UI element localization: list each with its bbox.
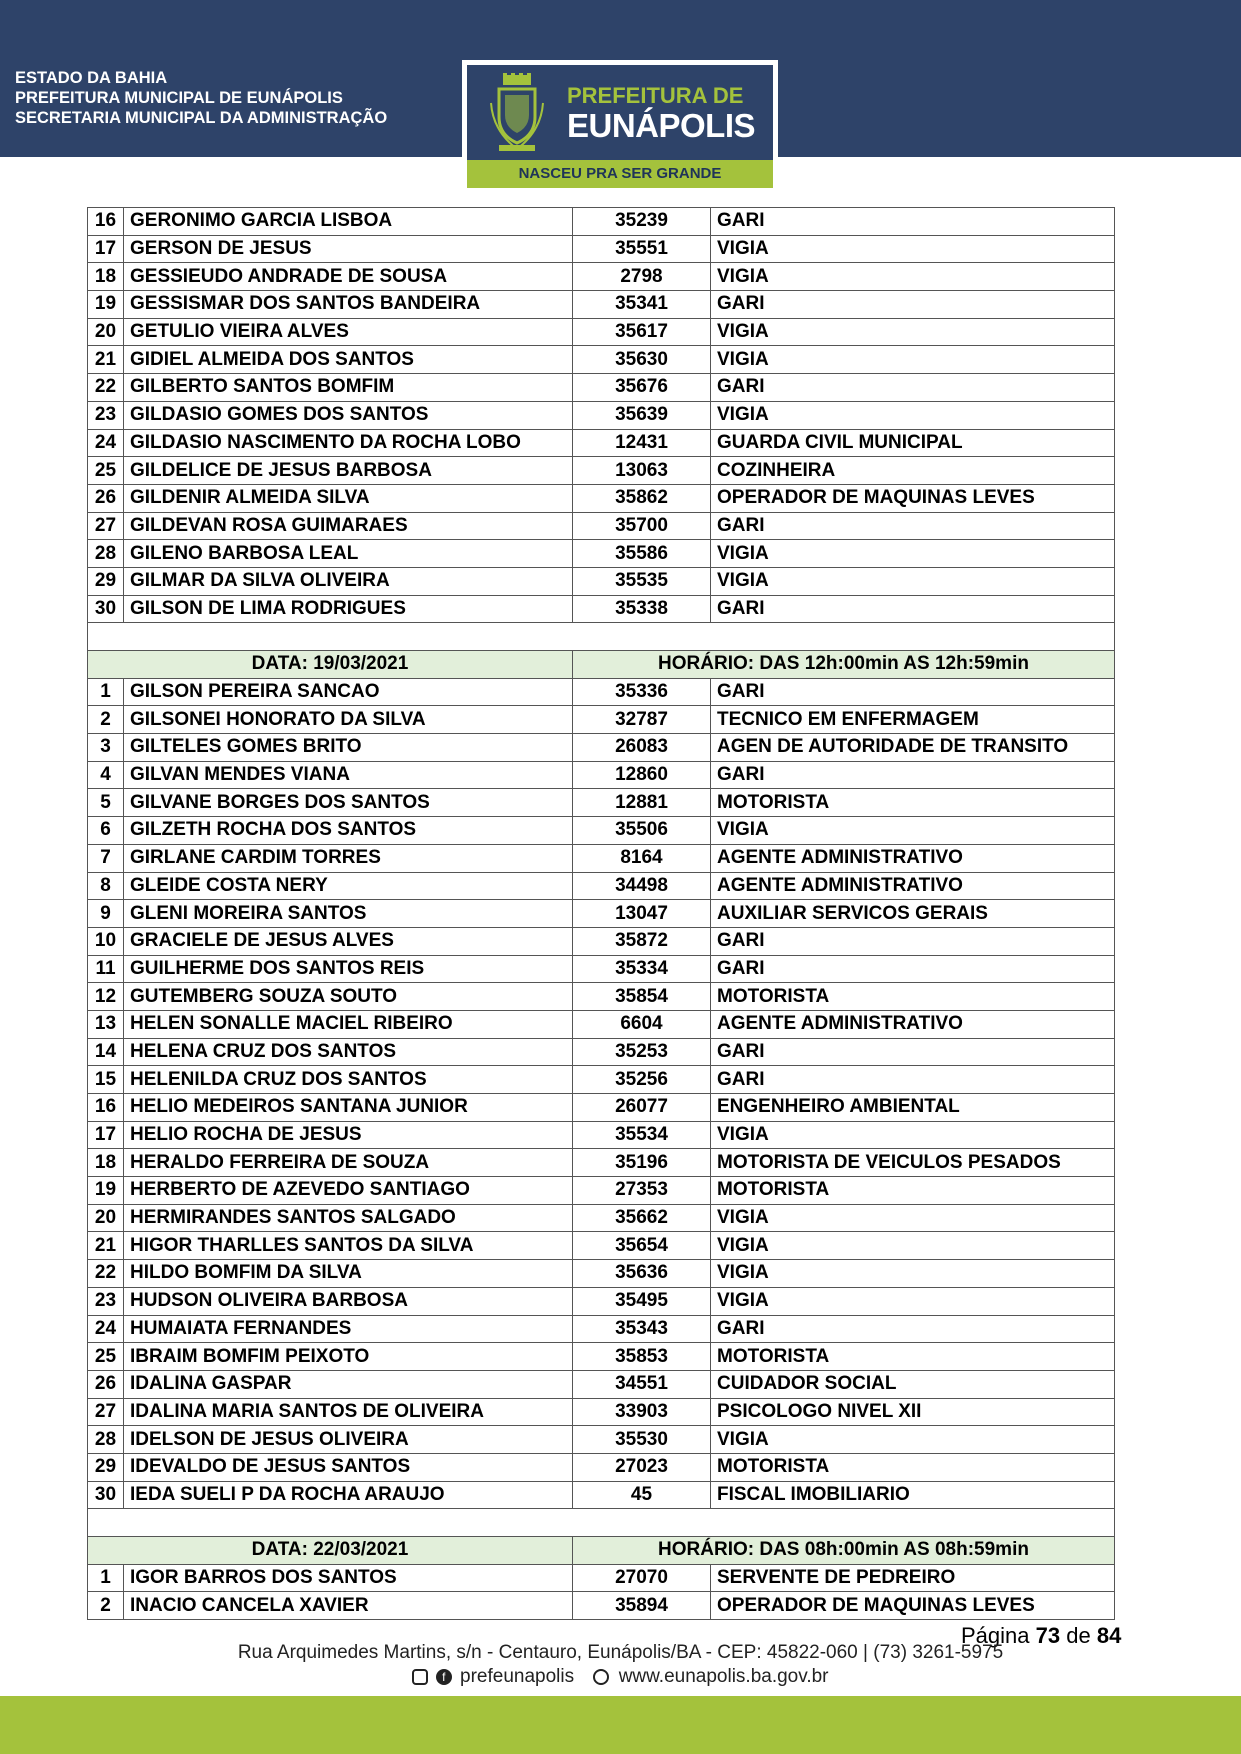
employee-role: MOTORISTA xyxy=(711,789,1115,817)
table-row xyxy=(88,1564,1115,1592)
table-row xyxy=(88,484,1115,512)
table-row xyxy=(88,1177,1115,1205)
table-row xyxy=(88,346,1115,374)
employee-name: HELENILDA CRUZ DOS SANTOS xyxy=(124,1066,573,1094)
employee-role: GARI xyxy=(711,595,1115,623)
row-number: 29 xyxy=(88,567,124,595)
employee-id: 27353 xyxy=(573,1177,711,1205)
row-number: 15 xyxy=(88,1066,124,1094)
employee-id: 35534 xyxy=(573,1121,711,1149)
table-row xyxy=(88,429,1115,457)
employee-id: 35586 xyxy=(573,540,711,568)
employee-role: PSICOLOGO NIVEL XII xyxy=(711,1398,1115,1426)
employee-id: 35338 xyxy=(573,595,711,623)
row-number: 17 xyxy=(88,1121,124,1149)
employee-id: 35256 xyxy=(573,1066,711,1094)
employee-role: VIGIA xyxy=(711,1121,1115,1149)
employee-name: GUILHERME DOS SANTOS REIS xyxy=(124,955,573,983)
employee-name: GERSON DE JESUS xyxy=(124,235,573,263)
employee-role: VIGIA xyxy=(711,263,1115,291)
group-spacer-row xyxy=(88,1509,1115,1537)
row-number: 14 xyxy=(88,1038,124,1066)
table-row xyxy=(88,318,1115,346)
employee-id: 35506 xyxy=(573,817,711,845)
row-number: 4 xyxy=(88,761,124,789)
employee-id: 35853 xyxy=(573,1343,711,1371)
employee-name: GUTEMBERG SOUZA SOUTO xyxy=(124,983,573,1011)
employee-id: 34498 xyxy=(573,872,711,900)
employee-name: GILBERTO SANTOS BOMFIM xyxy=(124,374,573,402)
employee-id: 13047 xyxy=(573,900,711,928)
employee-role: GARI xyxy=(711,1038,1115,1066)
date-header-cell: DATA: 19/03/2021 xyxy=(88,651,573,679)
employee-name: GILDELICE DE JESUS BARBOSA xyxy=(124,457,573,485)
table-row xyxy=(88,872,1115,900)
spacer-cell xyxy=(88,623,1115,651)
table-row xyxy=(88,1343,1115,1371)
row-number: 24 xyxy=(88,429,124,457)
employee-id: 35700 xyxy=(573,512,711,540)
row-number: 2 xyxy=(88,1592,124,1620)
employee-id: 12431 xyxy=(573,429,711,457)
table-row xyxy=(88,1121,1115,1149)
table-row xyxy=(88,457,1115,485)
table-row xyxy=(88,263,1115,291)
employee-role: ENGENHEIRO AMBIENTAL xyxy=(711,1094,1115,1122)
org-line-secretariat: SECRETARIA MUNICIPAL DA ADMINISTRAÇÃO xyxy=(15,109,388,127)
employee-role: GUARDA CIVIL MUNICIPAL xyxy=(711,429,1115,457)
table-row xyxy=(88,595,1115,623)
row-number: 28 xyxy=(88,540,124,568)
employee-name: IDALINA GASPAR xyxy=(124,1370,573,1398)
employee-role: GARI xyxy=(711,678,1115,706)
schedule-table xyxy=(87,207,1115,1620)
table-row xyxy=(88,540,1115,568)
employee-role: FISCAL IMOBILIARIO xyxy=(711,1481,1115,1509)
row-number: 2 xyxy=(88,706,124,734)
row-number: 22 xyxy=(88,374,124,402)
employee-name: GILVANE BORGES DOS SANTOS xyxy=(124,789,573,817)
employee-name: GESSISMAR DOS SANTOS BANDEIRA xyxy=(124,291,573,319)
employee-id: 12881 xyxy=(573,789,711,817)
table-row xyxy=(88,789,1115,817)
employee-name: GRACIELE DE JESUS ALVES xyxy=(124,927,573,955)
employee-name: GILMAR DA SILVA OLIVEIRA xyxy=(124,567,573,595)
employee-id: 35854 xyxy=(573,983,711,1011)
social-handle[interactable]: prefeunapolis xyxy=(460,1666,575,1687)
employee-name: GILTELES GOMES BRITO xyxy=(124,734,573,762)
employee-name: GILVAN MENDES VIANA xyxy=(124,761,573,789)
table-row xyxy=(88,291,1115,319)
employee-id: 27023 xyxy=(573,1453,711,1481)
table-row xyxy=(88,1260,1115,1288)
employee-id: 35630 xyxy=(573,346,711,374)
employee-id: 35336 xyxy=(573,678,711,706)
table-row xyxy=(88,955,1115,983)
row-number: 23 xyxy=(88,1287,124,1315)
table-row xyxy=(88,1315,1115,1343)
row-number: 18 xyxy=(88,263,124,291)
row-number: 3 xyxy=(88,734,124,762)
row-number: 16 xyxy=(88,208,124,236)
employee-id: 35617 xyxy=(573,318,711,346)
row-number: 8 xyxy=(88,872,124,900)
employee-id: 13063 xyxy=(573,457,711,485)
employee-id: 35334 xyxy=(573,955,711,983)
employee-name: GILSON DE LIMA RODRIGUES xyxy=(124,595,573,623)
employee-id: 45 xyxy=(573,1481,711,1509)
employee-role: VIGIA xyxy=(711,817,1115,845)
group-spacer-row xyxy=(88,623,1115,651)
employee-role: VIGIA xyxy=(711,1232,1115,1260)
employee-role: GARI xyxy=(711,761,1115,789)
employee-name: IEDA SUELI P DA ROCHA ARAUJO xyxy=(124,1481,573,1509)
employee-name: GILDASIO GOMES DOS SANTOS xyxy=(124,401,573,429)
employee-role: OPERADOR DE MAQUINAS LEVES xyxy=(711,1592,1115,1620)
logo-text-eunapolis: EUNÁPOLIS xyxy=(567,107,756,144)
employee-id: 2798 xyxy=(573,263,711,291)
table-row xyxy=(88,567,1115,595)
employee-name: HERBERTO DE AZEVEDO SANTIAGO xyxy=(124,1177,573,1205)
employee-role: VIGIA xyxy=(711,1260,1115,1288)
employee-role: MOTORISTA xyxy=(711,1453,1115,1481)
date-header-row xyxy=(88,1537,1115,1565)
employee-role: MOTORISTA xyxy=(711,1343,1115,1371)
employee-id: 35662 xyxy=(573,1204,711,1232)
employee-role: GARI xyxy=(711,1315,1115,1343)
employee-name: HELIO ROCHA DE JESUS xyxy=(124,1121,573,1149)
table-row xyxy=(88,844,1115,872)
row-number: 7 xyxy=(88,844,124,872)
row-number: 27 xyxy=(88,512,124,540)
table-row xyxy=(88,1370,1115,1398)
row-number: 23 xyxy=(88,401,124,429)
employee-role: VIGIA xyxy=(711,401,1115,429)
date-header-cell: DATA: 22/03/2021 xyxy=(88,1537,573,1565)
employee-id: 35639 xyxy=(573,401,711,429)
table-row xyxy=(88,706,1115,734)
employee-id: 35343 xyxy=(573,1315,711,1343)
table-row xyxy=(88,1204,1115,1232)
table-row xyxy=(88,512,1115,540)
org-line-prefecture: PREFEITURA MUNICIPAL DE EUNÁPOLIS xyxy=(15,89,343,107)
row-number: 6 xyxy=(88,817,124,845)
employee-name: GLENI MOREIRA SANTOS xyxy=(124,900,573,928)
employee-id: 35894 xyxy=(573,1592,711,1620)
employee-name: GILDASIO NASCIMENTO DA ROCHA LOBO xyxy=(124,429,573,457)
row-number: 19 xyxy=(88,1177,124,1205)
table-row xyxy=(88,1592,1115,1620)
employee-id: 35196 xyxy=(573,1149,711,1177)
row-number: 30 xyxy=(88,595,124,623)
employee-id: 27070 xyxy=(573,1564,711,1592)
employee-name: INACIO CANCELA XAVIER xyxy=(124,1592,573,1620)
row-number: 9 xyxy=(88,900,124,928)
spacer-cell xyxy=(88,1509,1115,1537)
employee-name: GILSONEI HONORATO DA SILVA xyxy=(124,706,573,734)
employee-role: VIGIA xyxy=(711,235,1115,263)
table-row xyxy=(88,1232,1115,1260)
table-row xyxy=(88,1287,1115,1315)
employee-role: OPERADOR DE MAQUINAS LEVES xyxy=(711,484,1115,512)
employee-role: MOTORISTA DE VEICULOS PESADOS xyxy=(711,1149,1115,1177)
coat-of-arms-icon xyxy=(489,73,545,153)
table-row xyxy=(88,900,1115,928)
employee-role: GARI xyxy=(711,208,1115,236)
row-number: 5 xyxy=(88,789,124,817)
table-row xyxy=(88,401,1115,429)
employee-role: AGEN DE AUTORIDADE DE TRANSITO xyxy=(711,734,1115,762)
row-number: 26 xyxy=(88,1370,124,1398)
employee-name: IDEVALDO DE JESUS SANTOS xyxy=(124,1453,573,1481)
instagram-icon xyxy=(412,1669,428,1685)
footer-social xyxy=(0,1666,1241,1688)
footer-address: Rua Arquimedes Martins, s/n - Centauro, Eunápolis/BA - CEP: 45822-060 | (73) 3261-5975 xyxy=(237,1642,1004,1663)
employee-role: GARI xyxy=(711,291,1115,319)
table-row xyxy=(88,1149,1115,1177)
row-number: 21 xyxy=(88,1232,124,1260)
table-row xyxy=(88,734,1115,762)
time-header-cell: HORÁRIO: DAS 08h:00min AS 08h:59min xyxy=(573,1537,1115,1565)
employee-name: HUDSON OLIVEIRA BARBOSA xyxy=(124,1287,573,1315)
org-line-state: ESTADO DA BAHIA xyxy=(15,69,168,87)
table-row xyxy=(88,983,1115,1011)
employee-role: GARI xyxy=(711,374,1115,402)
employee-name: HUMAIATA FERNANDES xyxy=(124,1315,573,1343)
globe-icon xyxy=(593,1669,609,1685)
employee-name: IGOR BARROS DOS SANTOS xyxy=(124,1564,573,1592)
row-number: 22 xyxy=(88,1260,124,1288)
employee-name: GETULIO VIEIRA ALVES xyxy=(124,318,573,346)
table-row xyxy=(88,678,1115,706)
employee-role: COZINHEIRA xyxy=(711,457,1115,485)
row-number: 24 xyxy=(88,1315,124,1343)
employee-id: 35535 xyxy=(573,567,711,595)
table-row xyxy=(88,817,1115,845)
employee-role: GARI xyxy=(711,512,1115,540)
table-row xyxy=(88,761,1115,789)
employee-name: GIDIEL ALMEIDA DOS SANTOS xyxy=(124,346,573,374)
employee-name: GLEIDE COSTA NERY xyxy=(124,872,573,900)
employee-name: GILDEVAN ROSA GUIMARAES xyxy=(124,512,573,540)
employee-role: VIGIA xyxy=(711,1287,1115,1315)
row-number: 16 xyxy=(88,1094,124,1122)
employee-name: GILDENIR ALMEIDA SILVA xyxy=(124,484,573,512)
employee-role: AGENTE ADMINISTRATIVO xyxy=(711,872,1115,900)
employee-name: HERMIRANDES SANTOS SALGADO xyxy=(124,1204,573,1232)
employee-id: 26083 xyxy=(573,734,711,762)
employee-role: GARI xyxy=(711,955,1115,983)
employee-id: 35654 xyxy=(573,1232,711,1260)
footer-band xyxy=(0,1696,1241,1754)
employee-id: 12860 xyxy=(573,761,711,789)
schedule-table-body xyxy=(88,208,1115,1620)
employee-id: 26077 xyxy=(573,1094,711,1122)
row-number: 18 xyxy=(88,1149,124,1177)
employee-name: IDALINA MARIA SANTOS DE OLIVEIRA xyxy=(124,1398,573,1426)
employee-role: AUXILIAR SERVICOS GERAIS xyxy=(711,900,1115,928)
employee-id: 33903 xyxy=(573,1398,711,1426)
table-row xyxy=(88,1481,1115,1509)
table-row xyxy=(88,1453,1115,1481)
employee-id: 35676 xyxy=(573,374,711,402)
employee-id: 35862 xyxy=(573,484,711,512)
employee-role: VIGIA xyxy=(711,567,1115,595)
employee-id: 34551 xyxy=(573,1370,711,1398)
row-number: 26 xyxy=(88,484,124,512)
row-number: 27 xyxy=(88,1398,124,1426)
row-number: 1 xyxy=(88,678,124,706)
employee-role: GARI xyxy=(711,1066,1115,1094)
employee-role: VIGIA xyxy=(711,540,1115,568)
employee-name: IDELSON DE JESUS OLIVEIRA xyxy=(124,1426,573,1454)
date-header-row xyxy=(88,651,1115,679)
row-number: 12 xyxy=(88,983,124,1011)
row-number: 1 xyxy=(88,1564,124,1592)
row-number: 11 xyxy=(88,955,124,983)
time-header-cell: HORÁRIO: DAS 12h:00min AS 12h:59min xyxy=(573,651,1115,679)
employee-name: GILSON PEREIRA SANCAO xyxy=(124,678,573,706)
employee-role: MOTORISTA xyxy=(711,983,1115,1011)
table-row xyxy=(88,1094,1115,1122)
table-row xyxy=(88,1010,1115,1038)
employee-role: SERVENTE DE PEDREIRO xyxy=(711,1564,1115,1592)
row-number: 21 xyxy=(88,346,124,374)
employee-id: 32787 xyxy=(573,706,711,734)
website-link[interactable]: www.eunapolis.ba.gov.br xyxy=(618,1666,829,1687)
employee-name: GIRLANE CARDIM TORRES xyxy=(124,844,573,872)
employee-name: HIGOR THARLLES SANTOS DA SILVA xyxy=(124,1232,573,1260)
page-total: 84 xyxy=(1096,1623,1122,1648)
row-number: 10 xyxy=(88,927,124,955)
logo-text-prefeitura: PREFEITURA DE xyxy=(567,83,744,108)
table-row xyxy=(88,1398,1115,1426)
employee-name: HERALDO FERREIRA DE SOUZA xyxy=(124,1149,573,1177)
employee-id: 35239 xyxy=(573,208,711,236)
employee-role: GARI xyxy=(711,927,1115,955)
employee-name: GERONIMO GARCIA LISBOA xyxy=(124,208,573,236)
employee-name: IBRAIM BOMFIM PEIXOTO xyxy=(124,1343,573,1371)
employee-role: AGENTE ADMINISTRATIVO xyxy=(711,1010,1115,1038)
page-of: de xyxy=(1066,1623,1091,1648)
page-current: 73 xyxy=(1035,1623,1061,1648)
table-row xyxy=(88,235,1115,263)
table-row xyxy=(88,374,1115,402)
employee-role: VIGIA xyxy=(711,1204,1115,1232)
organization-name xyxy=(15,68,387,128)
employee-id: 35872 xyxy=(573,927,711,955)
employee-name: GILZETH ROCHA DOS SANTOS xyxy=(124,817,573,845)
table-row xyxy=(88,1038,1115,1066)
table-row xyxy=(88,1066,1115,1094)
employee-name: GILENO BARBOSA LEAL xyxy=(124,540,573,568)
employee-id: 35530 xyxy=(573,1426,711,1454)
employee-role: MOTORISTA xyxy=(711,1177,1115,1205)
facebook-icon: f xyxy=(436,1669,452,1685)
employee-name: HELEN SONALLE MACIEL RIBEIRO xyxy=(124,1010,573,1038)
table-row xyxy=(88,927,1115,955)
employee-id: 35551 xyxy=(573,235,711,263)
row-number: 29 xyxy=(88,1453,124,1481)
employee-id: 35495 xyxy=(573,1287,711,1315)
employee-name: HILDO BOMFIM DA SILVA xyxy=(124,1260,573,1288)
employee-id: 35636 xyxy=(573,1260,711,1288)
logo-panel xyxy=(467,65,773,160)
employee-role: VIGIA xyxy=(711,1426,1115,1454)
table-row xyxy=(88,208,1115,236)
logo-slogan: NASCEU PRA SER GRANDE xyxy=(467,160,773,188)
employee-id: 35253 xyxy=(573,1038,711,1066)
page-label: Página xyxy=(961,1623,1030,1648)
row-number: 25 xyxy=(88,457,124,485)
employee-id: 8164 xyxy=(573,844,711,872)
employee-role: AGENTE ADMINISTRATIVO xyxy=(711,844,1115,872)
employee-name: HELIO MEDEIROS SANTANA JUNIOR xyxy=(124,1094,573,1122)
employee-role: CUIDADOR SOCIAL xyxy=(711,1370,1115,1398)
row-number: 28 xyxy=(88,1426,124,1454)
employee-role: TECNICO EM ENFERMAGEM xyxy=(711,706,1115,734)
row-number: 30 xyxy=(88,1481,124,1509)
row-number: 13 xyxy=(88,1010,124,1038)
row-number: 20 xyxy=(88,1204,124,1232)
row-number: 17 xyxy=(88,235,124,263)
employee-name: HELENA CRUZ DOS SANTOS xyxy=(124,1038,573,1066)
employee-id: 35341 xyxy=(573,291,711,319)
employee-id: 6604 xyxy=(573,1010,711,1038)
employee-name: GESSIEUDO ANDRADE DE SOUSA xyxy=(124,263,573,291)
row-number: 20 xyxy=(88,318,124,346)
employee-role: VIGIA xyxy=(711,318,1115,346)
row-number: 19 xyxy=(88,291,124,319)
employee-role: VIGIA xyxy=(711,346,1115,374)
prefecture-logo xyxy=(462,60,778,192)
table-row xyxy=(88,1426,1115,1454)
row-number: 25 xyxy=(88,1343,124,1371)
